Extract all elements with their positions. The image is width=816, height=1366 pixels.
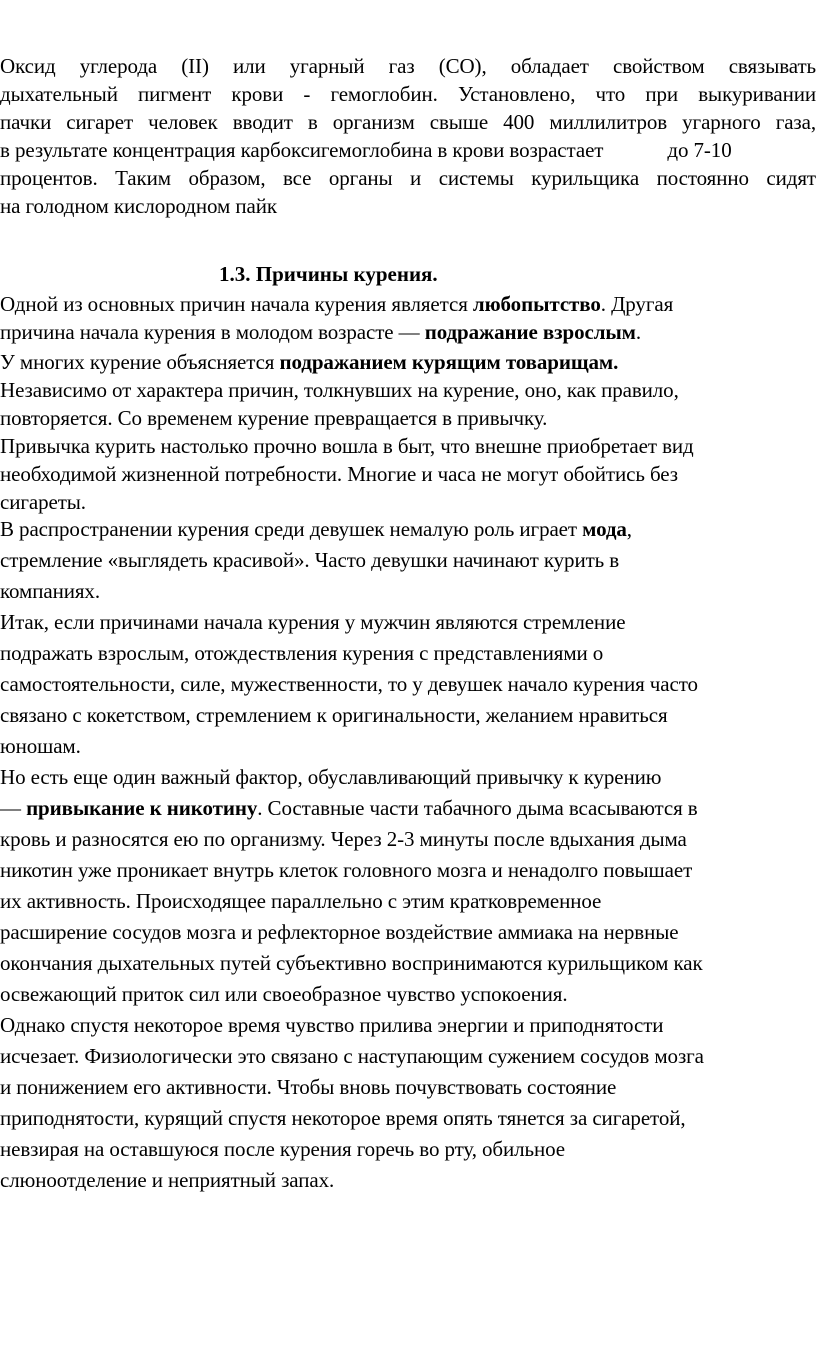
text-line: приподнятости, курящий спустя некоторое время опять тянется за сигаретой, xyxy=(0,1106,686,1130)
paragraph-need xyxy=(0,432,694,516)
paragraph-withdrawal xyxy=(0,1010,704,1196)
paragraph-reasons xyxy=(0,290,673,346)
text-line: расширение сосудов мозга и рефлекторное воздействие аммиака на нервные xyxy=(0,920,679,944)
text-line: никотин уже проникает внутрь клеток головного мозга и ненадолго повышает xyxy=(0,858,693,882)
bold-term: привыкание к никотину xyxy=(26,796,258,820)
section-heading: 1.3. Причины курения. xyxy=(219,262,438,286)
text-line: Независимо от характера причин, толкнувших на курение, оно, как правило, xyxy=(0,378,679,402)
text-line-with-gap xyxy=(0,136,816,164)
text-fragment: до 7-10 xyxy=(667,138,732,162)
text-line xyxy=(0,793,703,824)
paragraph-nicotine xyxy=(0,762,703,1010)
text-fragment: . Другая xyxy=(600,292,674,316)
bold-term: подражанием курящим товарищам. xyxy=(279,350,619,374)
text-fragment: . xyxy=(635,320,642,344)
bold-term: подражание взрослым xyxy=(424,320,636,344)
text-line: Однако спустя некоторое время чувство прилива энергии и приподнятости xyxy=(0,1013,664,1037)
text-line: подражать взрослым, отождествления курения с представлениями о xyxy=(0,641,604,665)
text-fragment: В распространении курения среди девушек немалую роль играет xyxy=(0,517,583,541)
text-line: сигареты. xyxy=(0,490,86,514)
text-line xyxy=(0,318,673,346)
text-line: их активность. Происходящее параллельно с этим кратковременное xyxy=(0,889,602,913)
text-line: самостоятельности, силе, мужественности, то у девушек начало курения часто xyxy=(0,672,698,696)
paragraph-fashion xyxy=(0,514,632,607)
text-line: повторяется. Со временем курение превращается в привычку. xyxy=(0,406,548,430)
text-fragment: — xyxy=(0,796,27,820)
bold-term: любопытство xyxy=(472,292,601,316)
paragraph-gender xyxy=(0,607,698,762)
text-line: юношам. xyxy=(0,734,81,758)
text-line: Оксид углерода (II) или угарный газ (CO), обладает свойством связывать xyxy=(0,54,816,78)
intro-paragraph xyxy=(0,52,816,220)
text-line: компаниях. xyxy=(0,579,100,603)
text-fragment: в результате концентрация карбоксигемоглобина в крови возрастает xyxy=(0,138,604,162)
text-line xyxy=(0,290,673,318)
text-line: дыхательный пигмент крови - гемоглобин. Установлено, что при выкуривании xyxy=(0,82,816,106)
text-line: окончания дыхательных путей субъективно воспринимаются курильщиком как xyxy=(0,951,703,975)
text-fragment: , xyxy=(626,517,632,541)
text-line: связано с кокетством, стремлением к оригинальности, желанием нравиться xyxy=(0,703,668,727)
text-line: Но есть еще один важный фактор, обуславливающий привычку к курению xyxy=(0,765,662,789)
text-line: стремление «выглядеть красивой». Часто девушки начинают курить в xyxy=(0,548,620,572)
text-line: Привычка курить настолько прочно вошла в быт, что внешне приобретает вид xyxy=(0,434,694,458)
text-line: и понижением его активности. Чтобы вновь почувствовать состояние xyxy=(0,1075,617,1099)
text-line xyxy=(0,514,632,545)
text-line: невзирая на оставшуюся после курения горечь во рту, обильное xyxy=(0,1137,566,1161)
text-line: кровь и разносятся ею по организму. Через 2-3 минуты после вдыхания дыма xyxy=(0,827,687,851)
text-line: процентов. Таким образом, все органы и системы курильщика постоянно сидят xyxy=(0,166,816,190)
text-line: необходимой жизненной потребности. Многие и часа не могут обойтись без xyxy=(0,462,678,486)
text-line xyxy=(0,348,618,376)
text-line: освежающий приток сил или своеобразное чувство успокоения. xyxy=(0,982,568,1006)
text-line: пачки сигарет человек вводит в организм свыше 400 миллилитров угарного газа, xyxy=(0,110,816,134)
text-line: Итак, если причинами начала курения у мужчин являются стремление xyxy=(0,610,626,634)
text-fragment: Одной из основных причин начала курения является xyxy=(0,292,473,316)
text-fragment: . Составные части табачного дыма всасываются в xyxy=(257,796,698,820)
bold-term: мода xyxy=(582,517,627,541)
text-line: на голодном кислородном пайк xyxy=(0,194,277,218)
text-line: исчезает. Физиологически это связано с наступающим сужением сосудов мозга xyxy=(0,1044,704,1068)
text-fragment: причина начала курения в молодом возрасте — xyxy=(0,320,425,344)
paragraph-peers xyxy=(0,348,618,376)
paragraph-habit xyxy=(0,376,679,432)
text-line: слюноотделение и неприятный запах. xyxy=(0,1168,335,1192)
text-fragment: У многих курение объясняется xyxy=(0,350,280,374)
